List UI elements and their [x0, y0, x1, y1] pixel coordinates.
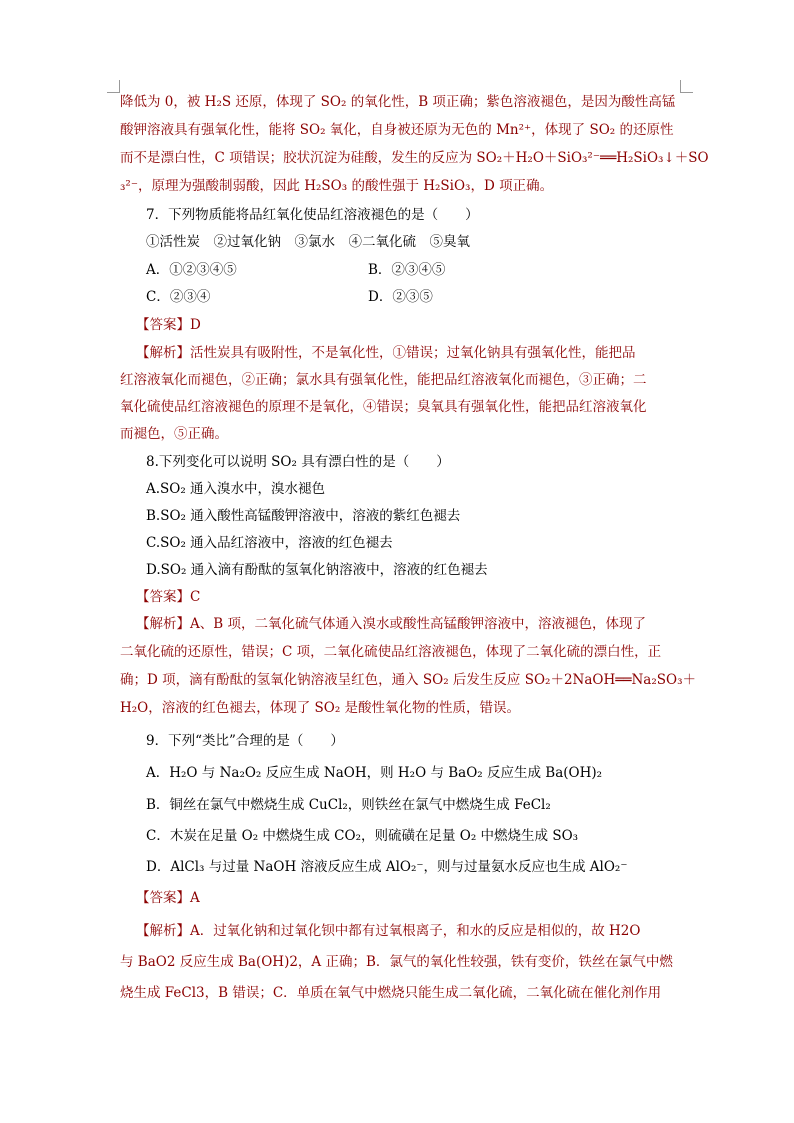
question-9-explanation-line: 与 BaO2 反应生成 Ba(OH)2，A 正确；B．氯气的氧化性较强，铁有变价，铁丝在氯气中燃: [120, 954, 673, 970]
question-9-explanation-line: 【解析】A．过氧化钠和过氧化钡中都有过氧根离子，和水的反应是相似的，故 H2O: [136, 923, 641, 939]
question-9-stem: 9．下列“类比”合理的是（ ）: [146, 733, 344, 749]
question-8-answer: 【答案】C: [136, 589, 201, 605]
prev-explanation-line: 降低为 0，被 H₂S 还原，体现了 SO₂ 的氧化性，B 项正确；紫色溶液褪色，是因为酸性高锰: [120, 94, 676, 110]
question-7-option-b: B．②③④⑤: [368, 262, 446, 278]
question-7-explanation-line: 【解析】活性炭具有吸附性，不是氧化性，①错误；过氧化钠具有强氧化性，能把品: [136, 345, 636, 361]
question-7-explanation-line: 氧化硫使品红溶液褪色的原理不是氧化，④错误；臭氧具有强氧化性，能把品红溶液氧化: [120, 399, 647, 415]
question-9-option-d: D．AlCl₃ 与过量 NaOH 溶液反应生成 AlO₂⁻，则与过量氨水反应也生成 AlO₂⁻: [146, 859, 628, 875]
prev-explanation-line: 酸钾溶液具有强氧化性，能将 SO₂ 氧化，自身被还原为无色的 Mn²⁺，体现了 SO₂ 的还原性: [120, 122, 674, 138]
question-7-explanation-line: 红溶液氧化而褪色，②正确；氯水具有强氧化性，能把品红溶液氧化而褪色，③正确；二: [120, 372, 647, 388]
question-7-items: ①活性炭 ②过氧化钠 ③氯水 ④二氧化硫 ⑤臭氧: [146, 234, 470, 250]
question-7-stem: 7．下列物质能将品红氧化使品红溶液褪色的是（ ）: [146, 207, 479, 223]
question-8-option-b: B.SO₂ 通入酸性高锰酸钾溶液中，溶液的紫红色褪去: [146, 508, 461, 524]
question-7-answer: 【答案】D: [136, 317, 201, 333]
question-7-option-a: A．①②③④⑤: [146, 262, 237, 278]
question-9-explanation-line: 烧生成 FeCl3，B 错误；C．单质在氧气中燃烧只能生成二氧化硫，二氧化硫在催化剂作用: [120, 985, 662, 1001]
question-7-option-c: C．②③④: [146, 289, 211, 305]
question-8-option-d: D.SO₂ 通入滴有酚酞的氢氧化钠溶液中，溶液的红色褪去: [146, 562, 488, 578]
question-9-option-b: B．铜丝在氯气中燃烧生成 CuCl₂，则铁丝在氯气中燃烧生成 FeCl₂: [146, 797, 551, 813]
question-7-option-d: D．②③⑤: [368, 289, 433, 305]
question-8-stem: 8.下列变化可以说明 SO₂ 具有漂白性的是（ ）: [146, 454, 450, 470]
question-7-explanation-line: 而褪色，⑤正确。: [120, 426, 228, 442]
prev-explanation-line: 而不是漂白性，C 项错误；胶状沉淀为硅酸，发生的反应为 SO₂＋H₂O＋SiO₃²⁻══H₂SiO₃↓＋SO: [120, 150, 709, 166]
question-8-explanation-line: 【解析】A、B 项，二氧化硫气体通入溴水或酸性高锰酸钾溶液中，溶液褪色，体现了: [136, 616, 646, 632]
question-8-explanation-line: H₂O，溶液的红色褪去，体现了 SO₂ 是酸性氧化物的性质，错误。: [120, 700, 521, 716]
question-9-answer: 【答案】A: [136, 890, 200, 906]
question-9-option-a: A．H₂O 与 Na₂O₂ 反应生成 NaOH，则 H₂O 与 BaO₂ 反应生成 Ba(OH)₂: [146, 765, 603, 781]
question-8-option-c: C.SO₂ 通入品红溶液中，溶液的红色褪去: [146, 535, 393, 551]
question-8-explanation-line: 确；D 项，滴有酚酞的氢氧化钠溶液呈红色，通入 SO₂ 后发生反应 SO₂＋2NaOH══Na₂SO₃＋: [120, 672, 696, 688]
prev-explanation-line: ₃²⁻，原理为强酸制弱酸，因此 H₂SO₃ 的酸性强于 H₂SiO₃，D 项正确。: [120, 178, 554, 194]
question-7-option-row-2: [146, 288, 706, 306]
crop-mark-top-left: [107, 80, 120, 93]
question-7-option-row-1: [146, 261, 706, 279]
question-8-option-a: A.SO₂ 通入溴水中，溴水褪色: [146, 481, 326, 497]
crop-mark-top-right: [680, 80, 693, 93]
question-9-option-c: C．木炭在足量 O₂ 中燃烧生成 CO₂，则硫磺在足量 O₂ 中燃烧生成 SO₃: [146, 828, 579, 844]
question-8-explanation-line: 二氧化硫的还原性，错误；C 项，二氧化硫使品红溶液褪色，体现了二氧化硫的漂白性，正: [120, 644, 662, 660]
